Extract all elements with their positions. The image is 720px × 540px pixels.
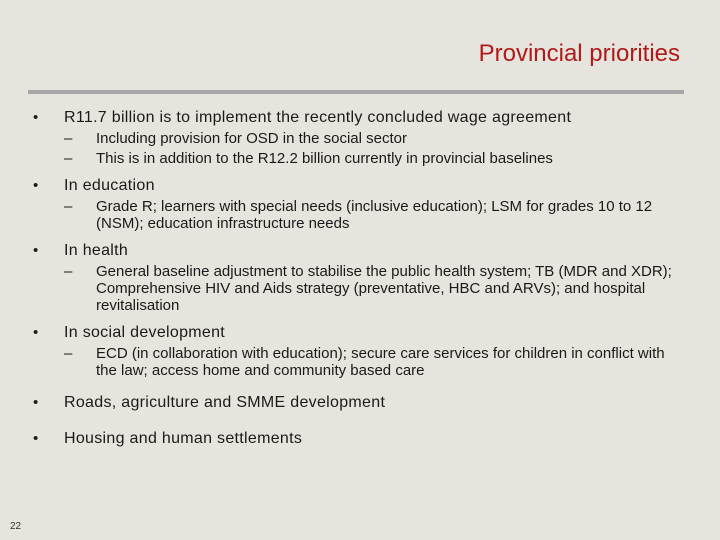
sub-text: Including provision for OSD in the social sector bbox=[96, 130, 407, 147]
bullet-item bbox=[30, 323, 680, 379]
bullet-item bbox=[30, 108, 680, 167]
bullet-marker: • bbox=[33, 394, 39, 411]
sub-item bbox=[64, 198, 680, 232]
bullet-marker: • bbox=[33, 177, 39, 194]
bullet-text: In health bbox=[64, 242, 129, 259]
sub-text: This is in addition to the R12.2 billion currently in provincial baselines bbox=[96, 150, 553, 167]
sub-marker: – bbox=[64, 198, 73, 215]
sub-item bbox=[64, 130, 680, 147]
sub-item bbox=[64, 150, 680, 167]
bullet-text: Roads, agriculture and SMME development bbox=[64, 394, 386, 411]
title-divider bbox=[28, 90, 684, 94]
sub-text: Grade R; learners with special needs (inclusive education); LSM for grades 10 to 12 (NSM); education infrastructure needs bbox=[96, 198, 653, 232]
sub-marker: – bbox=[64, 345, 73, 362]
sub-marker: – bbox=[64, 150, 73, 167]
sub-list bbox=[64, 263, 680, 314]
bullet-marker: • bbox=[33, 324, 39, 341]
bullet-text: In social development bbox=[64, 324, 226, 341]
sub-list bbox=[64, 345, 680, 379]
bullet-item bbox=[30, 393, 680, 413]
sub-item bbox=[64, 345, 680, 379]
bullet-item bbox=[30, 429, 680, 449]
sub-list bbox=[64, 130, 680, 167]
bullet-marker: • bbox=[33, 430, 39, 447]
slide-title: Provincial priorities bbox=[478, 40, 680, 67]
sub-list bbox=[64, 198, 680, 232]
bullet-item bbox=[30, 176, 680, 232]
sub-text: General baseline adjustment to stabilise the public health system; TB (MDR and XDR); Comprehensive HIV and Aids strategy (preventative, HBC and ARVs); and hospital revitalisation bbox=[96, 263, 672, 314]
sub-marker: – bbox=[64, 263, 73, 280]
bullet-item bbox=[30, 241, 680, 314]
bullet-text: R11.7 billion is to implement the recently concluded wage agreement bbox=[64, 109, 572, 126]
sub-item bbox=[64, 263, 680, 314]
bullet-list bbox=[30, 108, 680, 458]
sub-text: ECD (in collaboration with education); secure care services for children in conflict with the law; access home and community based care bbox=[96, 345, 665, 379]
bullet-marker: • bbox=[33, 109, 39, 126]
bullet-marker: • bbox=[33, 242, 39, 259]
page-number: 22 bbox=[10, 521, 22, 532]
bullet-text: Housing and human settlements bbox=[64, 430, 303, 447]
bullet-text: In education bbox=[64, 177, 155, 194]
sub-marker: – bbox=[64, 130, 73, 147]
